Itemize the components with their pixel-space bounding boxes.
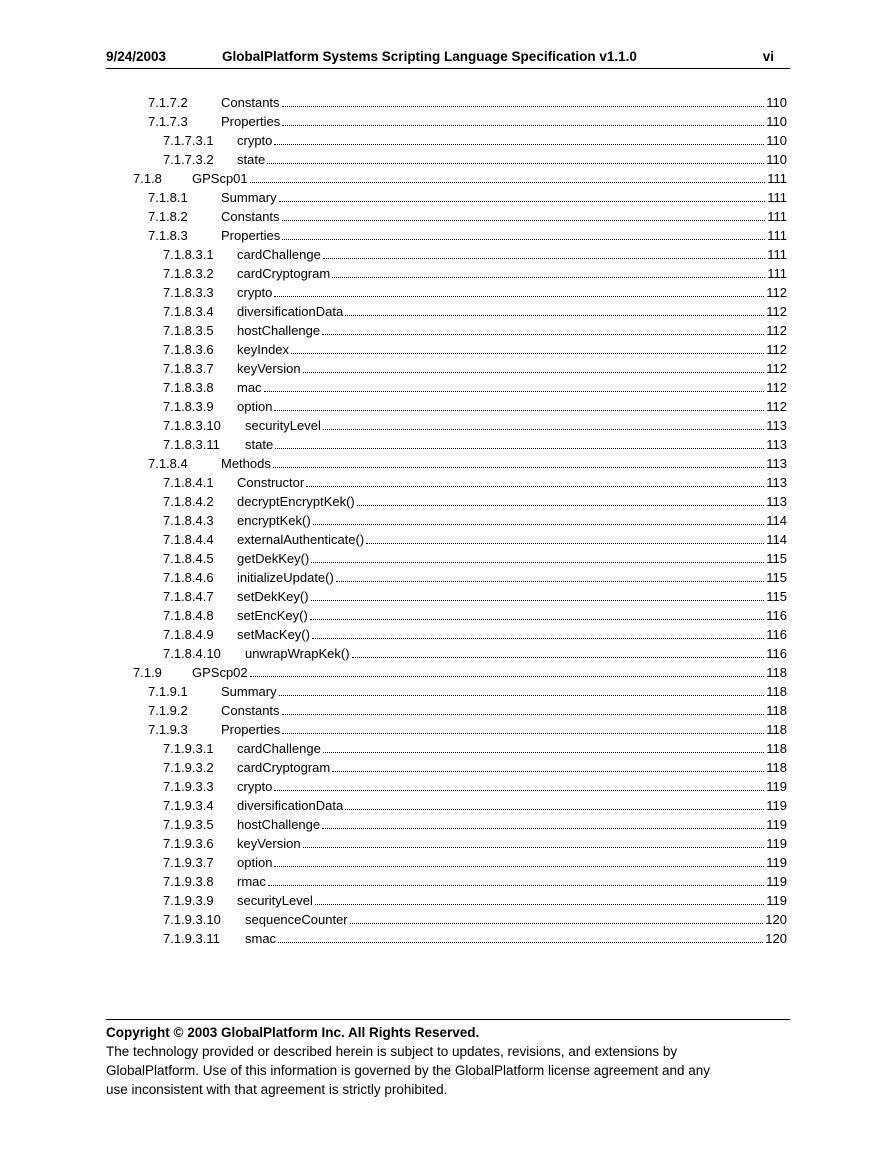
toc-entry[interactable] xyxy=(163,605,787,624)
toc-entry-page: 112 xyxy=(766,342,787,357)
toc-entry-title: state xyxy=(245,437,274,452)
toc-dot-leader xyxy=(345,315,764,316)
toc-entry-number: 7.1.7.3 xyxy=(148,114,188,129)
toc-entry-title: cardChallenge xyxy=(237,741,321,756)
header-page-number: vi xyxy=(762,49,774,64)
toc-entry[interactable] xyxy=(133,662,787,681)
toc-entry-title: cardCryptogram xyxy=(237,266,331,281)
toc-entry-title: Methods xyxy=(221,456,271,471)
toc-entry-number: 7.1.8.4.8 xyxy=(163,608,214,623)
toc-dot-leader xyxy=(350,923,764,924)
toc-dot-leader xyxy=(278,942,763,943)
toc-entry-number: 7.1.8.3.6 xyxy=(163,342,214,357)
toc-entry-number: 7.1.8.3.11 xyxy=(163,437,220,452)
toc-entry[interactable] xyxy=(148,111,787,130)
toc-entry-page: 115 xyxy=(766,551,787,566)
toc-entry-title: Properties xyxy=(221,722,281,737)
toc-entry-title: diversificationData xyxy=(237,798,344,813)
toc-entry[interactable] xyxy=(163,871,787,890)
toc-entry-page: 112 xyxy=(766,304,787,319)
toc-dot-leader xyxy=(268,885,764,886)
toc-entry[interactable] xyxy=(163,434,787,453)
toc-entry[interactable] xyxy=(163,396,787,415)
toc-entry-title: securityLevel xyxy=(237,893,313,908)
toc-entry-title: decryptEncryptKek() xyxy=(237,494,355,509)
toc-entry-title: option xyxy=(237,855,273,870)
toc-entry-title: Properties xyxy=(221,228,281,243)
toc-entry-page: 118 xyxy=(766,741,787,756)
toc-entry-title: encryptKek() xyxy=(237,513,311,528)
toc-entry[interactable] xyxy=(163,586,787,605)
toc-entry-page: 119 xyxy=(766,798,787,813)
toc-entry-page: 118 xyxy=(766,703,787,718)
toc-dot-leader xyxy=(275,448,764,449)
toc-entry[interactable] xyxy=(163,928,787,947)
toc-entry-title: option xyxy=(237,399,273,414)
toc-entry-number: 7.1.9.3.1 xyxy=(163,741,214,756)
toc-entry-page: 111 xyxy=(767,247,787,262)
toc-entry-title: unwrapWrapKek() xyxy=(245,646,350,661)
toc-entry-page: 115 xyxy=(766,570,787,585)
toc-dot-leader xyxy=(336,581,764,582)
toc-entry-number: 7.1.8.2 xyxy=(148,209,188,224)
toc-entry-page: 116 xyxy=(766,646,787,661)
toc-entry-number: 7.1.9.3.8 xyxy=(163,874,214,889)
toc-entry-number: 7.1.9.3.10 xyxy=(163,912,221,927)
toc-entry-title: crypto xyxy=(237,133,273,148)
toc-entry-title: securityLevel xyxy=(245,418,321,433)
toc-entry-page: 111 xyxy=(767,171,787,186)
toc-dot-leader xyxy=(291,353,764,354)
toc-entry-number: 7.1.8.4.10 xyxy=(163,646,221,661)
toc-entry-page: 119 xyxy=(766,836,787,851)
toc-entry-title: Constants xyxy=(221,209,280,224)
toc-dot-leader xyxy=(345,809,764,810)
toc-entry[interactable] xyxy=(163,282,787,301)
toc-entry-number: 7.1.8.4 xyxy=(148,456,188,471)
toc-entry-title: mac xyxy=(237,380,262,395)
toc-entry-title: GPScp02 xyxy=(192,665,248,680)
toc-entry-page: 120 xyxy=(765,912,787,927)
toc-dot-leader xyxy=(282,106,765,107)
toc-dot-leader xyxy=(274,144,764,145)
toc-entry-number: 7.1.9.3.7 xyxy=(163,855,214,870)
toc-entry[interactable] xyxy=(163,510,787,529)
toc-entry-page: 119 xyxy=(766,855,787,870)
toc-entry[interactable] xyxy=(163,339,787,358)
toc-entry[interactable] xyxy=(163,852,787,871)
toc-dot-leader xyxy=(323,258,765,259)
toc-dot-leader xyxy=(282,714,765,715)
toc-dot-leader xyxy=(274,866,764,867)
toc-entry-number: 7.1.8.3.1 xyxy=(163,247,214,262)
toc-dot-leader xyxy=(264,391,765,392)
toc-entry-number: 7.1.9.3.11 xyxy=(163,931,220,946)
toc-entry-number: 7.1.8.4.2 xyxy=(163,494,214,509)
toc-entry-title: rmac xyxy=(237,874,266,889)
toc-entry[interactable] xyxy=(163,890,787,909)
toc-entry[interactable] xyxy=(148,206,787,225)
toc-entry-page: 113 xyxy=(766,475,787,490)
toc-entry[interactable] xyxy=(163,491,787,510)
toc-entry-title: Summary xyxy=(221,684,277,699)
toc-dot-leader xyxy=(282,125,764,126)
toc-entry[interactable] xyxy=(163,130,787,149)
toc-entry[interactable] xyxy=(163,909,787,928)
toc-entry[interactable] xyxy=(163,149,787,168)
toc-entry-number: 7.1.8.3.3 xyxy=(163,285,214,300)
toc-entry-page: 110 xyxy=(766,152,787,167)
toc-entry-number: 7.1.9.3.4 xyxy=(163,798,214,813)
toc-entry[interactable] xyxy=(163,244,787,263)
toc-entry[interactable] xyxy=(163,472,787,491)
toc-entry-page: 111 xyxy=(767,190,787,205)
toc-dot-leader xyxy=(322,334,764,335)
toc-entry[interactable] xyxy=(163,377,787,396)
toc-entry-page: 113 xyxy=(766,494,787,509)
toc-entry-number: 7.1.8.4.6 xyxy=(163,570,214,585)
toc-dot-leader xyxy=(352,657,765,658)
toc-entry[interactable] xyxy=(133,168,787,187)
toc-entry-title: Constants xyxy=(221,703,280,718)
footer-notice-line: use inconsistent with that agreement is strictly prohibited. xyxy=(106,1082,448,1097)
toc-entry-title: keyIndex xyxy=(237,342,290,357)
toc-entry-number: 7.1.8.4.4 xyxy=(163,532,214,547)
toc-dot-leader xyxy=(282,220,766,221)
toc-entry-title: GPScp01 xyxy=(192,171,248,186)
toc-entry[interactable] xyxy=(163,795,787,814)
toc-entry[interactable] xyxy=(163,529,787,548)
toc-entry-page: 115 xyxy=(766,589,787,604)
toc-dot-leader xyxy=(279,695,765,696)
toc-entry-number: 7.1.8.3.9 xyxy=(163,399,214,414)
toc-entry-page: 112 xyxy=(766,380,787,395)
toc-entry-title: initializeUpdate() xyxy=(237,570,334,585)
toc-entry-title: hostChallenge xyxy=(237,817,321,832)
toc-entry-page: 116 xyxy=(766,627,787,642)
toc-entry-page: 118 xyxy=(766,684,787,699)
toc-entry-number: 7.1.8 xyxy=(133,171,162,186)
toc-entry-title: keyVersion xyxy=(237,836,301,851)
toc-entry-title: crypto xyxy=(237,285,273,300)
toc-dot-leader xyxy=(306,486,764,487)
toc-entry-number: 7.1.7.3.2 xyxy=(163,152,214,167)
toc-dot-leader xyxy=(311,600,765,601)
toc-entry-page: 118 xyxy=(766,722,787,737)
toc-entry-page: 119 xyxy=(766,817,787,832)
toc-dot-leader xyxy=(310,619,764,620)
toc-entry-page: 120 xyxy=(765,931,787,946)
toc-entry-number: 7.1.9.3 xyxy=(148,722,188,737)
toc-entry-page: 113 xyxy=(766,437,787,452)
toc-entry-page: 110 xyxy=(766,114,787,129)
toc-dot-leader xyxy=(250,676,765,677)
toc-entry-number: 7.1.8.3.2 xyxy=(163,266,214,281)
toc-dot-leader xyxy=(279,201,766,202)
toc-entry-number: 7.1.8.3.4 xyxy=(163,304,214,319)
toc-entry-page: 119 xyxy=(766,893,787,908)
toc-entry[interactable] xyxy=(163,833,787,852)
toc-dot-leader xyxy=(274,410,764,411)
toc-entry-title: smac xyxy=(245,931,277,946)
page-header xyxy=(106,49,790,69)
toc-dot-leader xyxy=(315,904,764,905)
toc-entry-number: 7.1.9.3.2 xyxy=(163,760,214,775)
toc-dot-leader xyxy=(332,771,764,772)
toc-entry-number: 7.1.9.3.6 xyxy=(163,836,214,851)
page-footer xyxy=(106,1019,790,1099)
toc-entry-number: 7.1.9.3.9 xyxy=(163,893,214,908)
toc-entry-page: 111 xyxy=(767,228,787,243)
toc-entry-title: externalAuthenticate() xyxy=(237,532,365,547)
toc-dot-leader xyxy=(323,752,764,753)
toc-entry-page: 111 xyxy=(767,209,787,224)
toc-entry-page: 116 xyxy=(766,608,787,623)
toc-dot-leader xyxy=(322,828,764,829)
toc-entry-page: 118 xyxy=(766,665,787,680)
toc-entry-page: 119 xyxy=(766,874,787,889)
toc-entry-page: 110 xyxy=(766,95,787,110)
toc-entry-title: getDekKey() xyxy=(237,551,310,566)
footer-notice-line: The technology provided or described herein is subject to updates, revisions, and extensions by xyxy=(106,1044,678,1059)
toc-entry-number: 7.1.8.1 xyxy=(148,190,188,205)
toc-entry[interactable] xyxy=(163,624,787,643)
toc-dot-leader xyxy=(323,429,764,430)
toc-entry-title: cardCryptogram xyxy=(237,760,331,775)
toc-entry-page: 113 xyxy=(766,418,787,433)
toc-entry-number: 7.1.9 xyxy=(133,665,162,680)
toc-dot-leader xyxy=(274,790,764,791)
header-title: GlobalPlatform Systems Scripting Language Specification v1.1.0 xyxy=(222,49,637,64)
toc-entry-number: 7.1.9.1 xyxy=(148,684,188,699)
toc-entry[interactable] xyxy=(163,263,787,282)
toc-entry-title: Constructor xyxy=(237,475,305,490)
toc-entry-title: hostChallenge xyxy=(237,323,321,338)
toc-entry[interactable] xyxy=(163,567,787,586)
toc-entry-number: 7.1.9.3.3 xyxy=(163,779,214,794)
header-date: 9/24/2003 xyxy=(106,49,167,64)
toc-entry-title: diversificationData xyxy=(237,304,344,319)
toc-dot-leader xyxy=(282,239,765,240)
toc-entry-title: cardChallenge xyxy=(237,247,321,262)
toc-entry[interactable] xyxy=(148,92,787,111)
toc-entry-number: 7.1.9.3.5 xyxy=(163,817,214,832)
toc-entry-page: 112 xyxy=(766,323,787,338)
toc-entry[interactable] xyxy=(163,358,787,377)
toc-dot-leader xyxy=(303,847,765,848)
toc-dot-leader xyxy=(357,505,765,506)
toc-dot-leader xyxy=(250,182,766,183)
toc-entry[interactable] xyxy=(163,415,787,434)
toc-entry[interactable] xyxy=(163,738,787,757)
toc-dot-leader xyxy=(274,296,764,297)
toc-dot-leader xyxy=(303,372,765,373)
toc-entry[interactable] xyxy=(148,453,787,472)
toc-dot-leader xyxy=(282,733,764,734)
toc-entry-title: Summary xyxy=(221,190,277,205)
toc-entry-number: 7.1.8.3.7 xyxy=(163,361,214,376)
toc-entry-number: 7.1.8.4.7 xyxy=(163,589,214,604)
toc-entry-number: 7.1.8.4.5 xyxy=(163,551,214,566)
toc-entry-page: 110 xyxy=(766,133,787,148)
toc-entry-number: 7.1.7.3.1 xyxy=(163,133,214,148)
toc-entry-title: state xyxy=(237,152,266,167)
toc-dot-leader xyxy=(312,638,764,639)
toc-entry[interactable] xyxy=(163,643,787,662)
toc-entry-page: 119 xyxy=(766,779,787,794)
toc-entry[interactable] xyxy=(163,776,787,795)
toc-entry-number: 7.1.8.3.10 xyxy=(163,418,221,433)
toc-entry-number: 7.1.8.4.9 xyxy=(163,627,214,642)
toc-entry[interactable] xyxy=(163,757,787,776)
toc-dot-leader xyxy=(366,543,764,544)
toc-entry-page: 112 xyxy=(766,361,787,376)
toc-dot-leader xyxy=(267,163,764,164)
toc-entry-page: 114 xyxy=(766,513,787,528)
toc-entry-page: 111 xyxy=(767,266,787,281)
toc-entry[interactable] xyxy=(148,700,787,719)
toc-entry-number: 7.1.8.3 xyxy=(148,228,188,243)
toc-entry[interactable] xyxy=(163,320,787,339)
toc-entry-page: 114 xyxy=(766,532,787,547)
toc-entry-number: 7.1.9.2 xyxy=(148,703,188,718)
toc-entry-number: 7.1.7.2 xyxy=(148,95,188,110)
toc-entry-title: Properties xyxy=(221,114,281,129)
footer-notice-line: GlobalPlatform. Use of this information is governed by the GlobalPlatform license agreement and any xyxy=(106,1063,711,1078)
toc-entry-title: Constants xyxy=(221,95,280,110)
toc-entry-number: 7.1.8.3.8 xyxy=(163,380,214,395)
footer-copyright: Copyright © 2003 GlobalPlatform Inc. All Rights Reserved. xyxy=(106,1025,480,1040)
toc-entry-page: 113 xyxy=(766,456,787,471)
toc-entry[interactable] xyxy=(163,814,787,833)
toc-entry[interactable] xyxy=(163,301,787,320)
toc-entry-title: setEncKey() xyxy=(237,608,308,623)
toc-entry-title: crypto xyxy=(237,779,273,794)
toc-entry-page: 112 xyxy=(766,285,787,300)
toc-entry[interactable] xyxy=(148,225,787,244)
toc-entry-page: 118 xyxy=(766,760,787,775)
toc-entry-number: 7.1.8.4.1 xyxy=(163,475,214,490)
toc-entry-title: setDekKey() xyxy=(237,589,309,604)
toc-entry-number: 7.1.8.4.3 xyxy=(163,513,214,528)
toc-entry[interactable] xyxy=(148,719,787,738)
toc-entry-title: keyVersion xyxy=(237,361,301,376)
toc-entry-number: 7.1.8.3.5 xyxy=(163,323,214,338)
toc-entry-page: 112 xyxy=(766,399,787,414)
toc-dot-leader xyxy=(273,467,764,468)
toc-entry-title: setMacKey() xyxy=(237,627,310,642)
toc-entry[interactable] xyxy=(148,187,787,206)
toc-entry[interactable] xyxy=(148,681,787,700)
toc-dot-leader xyxy=(332,277,765,278)
toc-entry-title: sequenceCounter xyxy=(245,912,348,927)
toc-dot-leader xyxy=(311,562,764,563)
toc-dot-leader xyxy=(313,524,765,525)
toc-entry[interactable] xyxy=(163,548,787,567)
